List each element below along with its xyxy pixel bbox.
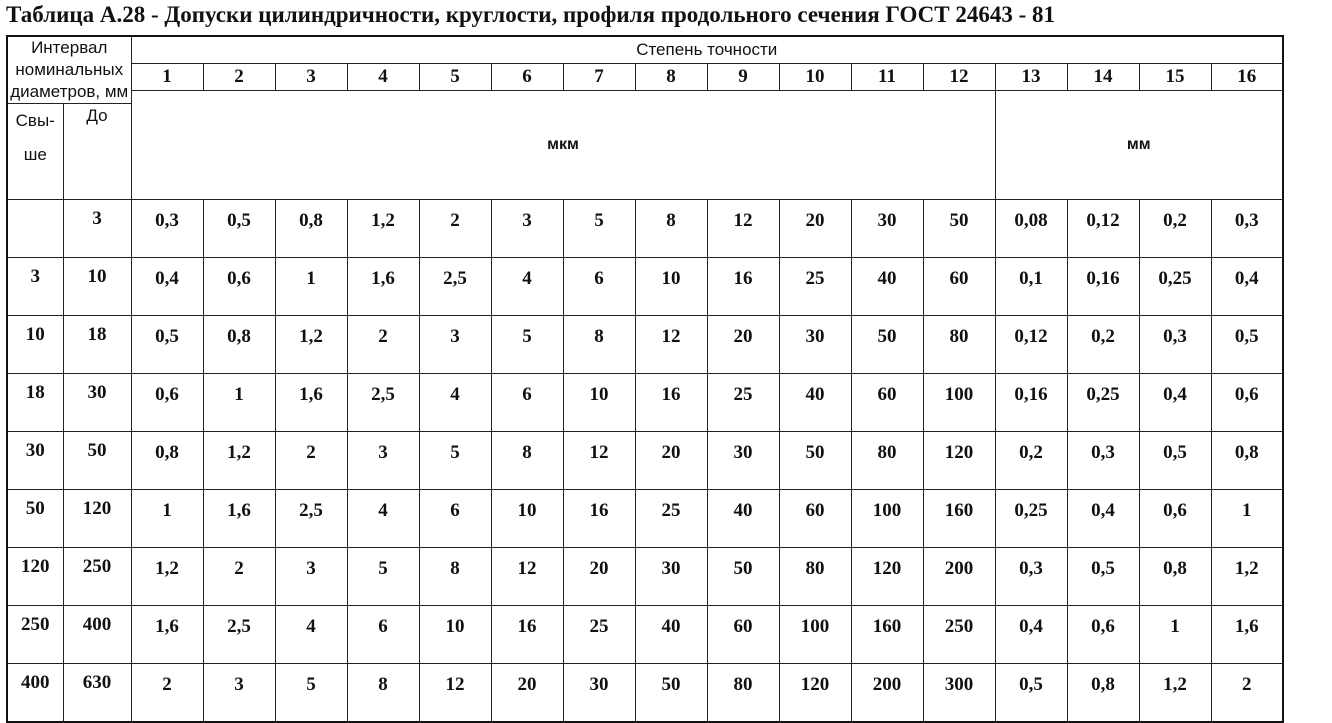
upto-cell: 3 — [63, 200, 131, 258]
over-cell: 120 — [7, 548, 63, 606]
unit-micrometers: мкм — [131, 91, 995, 200]
upto-cell: 120 — [63, 490, 131, 548]
upto-cell: 30 — [63, 374, 131, 432]
interval-header: Интервал номинальных диаметров, мм — [7, 36, 131, 104]
over-cell: 3 — [7, 258, 63, 316]
tolerance-cell: 0,12 — [1067, 200, 1139, 258]
tolerance-cell: 0,1 — [995, 258, 1067, 316]
tolerance-cell: 12 — [707, 200, 779, 258]
table-row — [7, 316, 1283, 374]
tolerance-cell: 1,2 — [131, 548, 203, 606]
tolerance-cell: 0,12 — [995, 316, 1067, 374]
tolerance-cell: 0,4 — [1139, 374, 1211, 432]
tolerance-cell: 20 — [635, 432, 707, 490]
tolerance-cell: 1,6 — [131, 606, 203, 664]
tolerance-cell: 20 — [779, 200, 851, 258]
tolerance-cell: 0,5 — [203, 200, 275, 258]
tolerance-cell: 0,4 — [995, 606, 1067, 664]
tolerance-cell: 0,25 — [1067, 374, 1139, 432]
tolerance-cell: 2,5 — [275, 490, 347, 548]
tolerance-cell: 80 — [851, 432, 923, 490]
tolerance-cell: 5 — [563, 200, 635, 258]
tolerance-cell: 0,8 — [1067, 664, 1139, 723]
tolerance-cell: 1,6 — [347, 258, 419, 316]
unit-millimeters: мм — [995, 91, 1283, 200]
tolerance-cell: 200 — [923, 548, 995, 606]
tolerance-cell: 60 — [779, 490, 851, 548]
degree-2: 2 — [203, 64, 275, 91]
degree-12: 12 — [923, 64, 995, 91]
tolerance-cell: 0,6 — [1211, 374, 1283, 432]
tolerance-cell: 120 — [923, 432, 995, 490]
tolerance-cell: 20 — [707, 316, 779, 374]
tolerance-cell: 30 — [563, 664, 635, 723]
tolerance-cell: 2 — [347, 316, 419, 374]
tolerance-cell: 25 — [707, 374, 779, 432]
tolerance-cell: 8 — [563, 316, 635, 374]
tolerance-cell: 3 — [275, 548, 347, 606]
tolerance-cell: 30 — [779, 316, 851, 374]
tolerance-cell: 5 — [419, 432, 491, 490]
tolerance-cell: 100 — [923, 374, 995, 432]
tolerance-cell: 1 — [275, 258, 347, 316]
tolerance-cell: 4 — [419, 374, 491, 432]
tolerance-cell: 2 — [1211, 664, 1283, 723]
upto-header: До — [63, 104, 131, 200]
tolerance-cell: 40 — [635, 606, 707, 664]
tolerance-cell: 300 — [923, 664, 995, 723]
table-row — [7, 200, 1283, 258]
tolerance-cell: 250 — [923, 606, 995, 664]
degree-10: 10 — [779, 64, 851, 91]
tolerance-cell: 8 — [347, 664, 419, 723]
degree-6: 6 — [491, 64, 563, 91]
tolerance-cell: 80 — [923, 316, 995, 374]
tolerance-cell: 5 — [347, 548, 419, 606]
table-row — [7, 548, 1283, 606]
tolerance-cell: 0,3 — [1211, 200, 1283, 258]
tolerance-cell: 12 — [419, 664, 491, 723]
tolerance-cell: 0,3 — [1139, 316, 1211, 374]
tolerance-cell: 100 — [851, 490, 923, 548]
table-row — [7, 606, 1283, 664]
tolerance-cell: 200 — [851, 664, 923, 723]
tolerance-cell: 0,16 — [1067, 258, 1139, 316]
tolerance-cell: 0,6 — [1067, 606, 1139, 664]
over-cell: 50 — [7, 490, 63, 548]
tolerance-cell: 0,4 — [1211, 258, 1283, 316]
tolerance-cell: 50 — [923, 200, 995, 258]
tolerance-cell: 0,8 — [1211, 432, 1283, 490]
tolerance-cell: 6 — [419, 490, 491, 548]
tolerance-cell: 120 — [779, 664, 851, 723]
tolerance-cell: 5 — [275, 664, 347, 723]
tolerance-cell: 50 — [635, 664, 707, 723]
upto-cell: 250 — [63, 548, 131, 606]
upto-cell: 18 — [63, 316, 131, 374]
tolerance-cell: 25 — [779, 258, 851, 316]
tolerance-cell: 120 — [851, 548, 923, 606]
tolerance-cell: 1,2 — [203, 432, 275, 490]
tolerance-cell: 4 — [275, 606, 347, 664]
tolerance-cell: 16 — [635, 374, 707, 432]
tolerance-cell: 0,4 — [1067, 490, 1139, 548]
table-row — [7, 490, 1283, 548]
tolerance-cell: 0,5 — [1211, 316, 1283, 374]
degree-7: 7 — [563, 64, 635, 91]
degree-15: 15 — [1139, 64, 1211, 91]
tolerance-cell: 160 — [923, 490, 995, 548]
tolerance-cell: 0,2 — [995, 432, 1067, 490]
tolerance-cell: 60 — [707, 606, 779, 664]
tolerance-cell: 0,5 — [131, 316, 203, 374]
over-header: Свы- ше — [7, 104, 63, 200]
degree-16: 16 — [1211, 64, 1283, 91]
tolerance-cell: 8 — [491, 432, 563, 490]
tolerance-cell: 0,8 — [131, 432, 203, 490]
tolerance-cell: 1 — [131, 490, 203, 548]
tolerance-cell: 2,5 — [347, 374, 419, 432]
degree-3: 3 — [275, 64, 347, 91]
tolerance-cell: 0,5 — [1139, 432, 1211, 490]
tolerance-cell: 10 — [563, 374, 635, 432]
table-row — [7, 258, 1283, 316]
tolerance-cell: 2 — [419, 200, 491, 258]
tolerance-cell: 2 — [131, 664, 203, 723]
tolerance-cell: 80 — [779, 548, 851, 606]
over-cell: 250 — [7, 606, 63, 664]
tolerance-cell: 0,3 — [1067, 432, 1139, 490]
tolerance-cell: 16 — [563, 490, 635, 548]
over-cell: 400 — [7, 664, 63, 723]
degree-1: 1 — [131, 64, 203, 91]
tolerance-cell: 16 — [707, 258, 779, 316]
degree-11: 11 — [851, 64, 923, 91]
tolerance-cell: 1,2 — [347, 200, 419, 258]
tolerance-cell: 20 — [563, 548, 635, 606]
over-cell: 30 — [7, 432, 63, 490]
tolerance-cell: 0,16 — [995, 374, 1067, 432]
upto-cell: 400 — [63, 606, 131, 664]
tolerance-cell: 60 — [923, 258, 995, 316]
tolerance-cell: 30 — [635, 548, 707, 606]
tolerance-cell: 5 — [491, 316, 563, 374]
tolerance-cell: 4 — [347, 490, 419, 548]
degree-5: 5 — [419, 64, 491, 91]
tolerance-cell: 6 — [491, 374, 563, 432]
tolerance-cell: 25 — [635, 490, 707, 548]
tolerance-cell: 4 — [491, 258, 563, 316]
tolerance-cell: 80 — [707, 664, 779, 723]
tolerance-cell: 1,2 — [1139, 664, 1211, 723]
tolerance-cell: 1 — [203, 374, 275, 432]
tolerance-cell: 1,6 — [1211, 606, 1283, 664]
tolerance-cell: 1,2 — [1211, 548, 1283, 606]
upto-cell: 630 — [63, 664, 131, 723]
tolerance-cell: 100 — [779, 606, 851, 664]
tolerance-cell: 160 — [851, 606, 923, 664]
tolerance-cell: 12 — [635, 316, 707, 374]
tolerance-cell: 16 — [491, 606, 563, 664]
over-cell: 18 — [7, 374, 63, 432]
tolerance-cell: 0,2 — [1067, 316, 1139, 374]
tolerance-cell: 0,3 — [131, 200, 203, 258]
upto-cell: 10 — [63, 258, 131, 316]
tolerance-cell: 1,2 — [275, 316, 347, 374]
tolerance-cell: 60 — [851, 374, 923, 432]
tolerance-cell: 50 — [851, 316, 923, 374]
tolerance-cell: 12 — [563, 432, 635, 490]
tolerance-cell: 8 — [419, 548, 491, 606]
tolerance-cell: 40 — [779, 374, 851, 432]
tolerance-cell: 10 — [635, 258, 707, 316]
tolerance-cell: 1,6 — [203, 490, 275, 548]
tolerance-cell: 20 — [491, 664, 563, 723]
tolerance-cell: 0,6 — [203, 258, 275, 316]
upto-cell: 50 — [63, 432, 131, 490]
tolerance-cell: 8 — [635, 200, 707, 258]
over-cell: 10 — [7, 316, 63, 374]
tolerance-cell: 30 — [707, 432, 779, 490]
table-row — [7, 664, 1283, 723]
tolerance-cell: 50 — [779, 432, 851, 490]
tolerance-cell: 3 — [203, 664, 275, 723]
tolerance-cell: 0,5 — [1067, 548, 1139, 606]
tolerance-cell: 40 — [707, 490, 779, 548]
tolerance-cell: 2,5 — [419, 258, 491, 316]
tolerance-cell: 1 — [1211, 490, 1283, 548]
degree-4: 4 — [347, 64, 419, 91]
tolerance-cell: 0,08 — [995, 200, 1067, 258]
tolerance-cell: 0,8 — [203, 316, 275, 374]
tolerance-cell: 1 — [1139, 606, 1211, 664]
over-cell — [7, 200, 63, 258]
degree-8: 8 — [635, 64, 707, 91]
tolerance-cell: 6 — [563, 258, 635, 316]
tolerance-cell: 0,4 — [131, 258, 203, 316]
tolerance-cell: 2 — [203, 548, 275, 606]
tolerance-cell: 50 — [707, 548, 779, 606]
degree-13: 13 — [995, 64, 1067, 91]
degree-14: 14 — [1067, 64, 1139, 91]
tolerance-cell: 0,6 — [131, 374, 203, 432]
tolerance-cell: 10 — [419, 606, 491, 664]
tolerance-cell: 0,8 — [1139, 548, 1211, 606]
tolerance-cell: 6 — [347, 606, 419, 664]
tolerance-cell: 0,6 — [1139, 490, 1211, 548]
tolerance-cell: 0,5 — [995, 664, 1067, 723]
tolerance-cell: 40 — [851, 258, 923, 316]
degree-9: 9 — [707, 64, 779, 91]
tolerance-cell: 2,5 — [203, 606, 275, 664]
table-row — [7, 374, 1283, 432]
tolerance-cell: 0,2 — [1139, 200, 1211, 258]
tolerance-cell: 25 — [563, 606, 635, 664]
tolerance-table — [6, 35, 1284, 723]
degree-header: Степень точности — [131, 36, 1283, 64]
tolerance-cell: 1,6 — [275, 374, 347, 432]
tolerance-cell: 0,25 — [1139, 258, 1211, 316]
tolerance-cell: 0,3 — [995, 548, 1067, 606]
tolerance-cell: 0,25 — [995, 490, 1067, 548]
tolerance-cell: 12 — [491, 548, 563, 606]
tolerance-cell: 3 — [419, 316, 491, 374]
tolerance-cell: 0,8 — [275, 200, 347, 258]
table-title: Таблица А.28 - Допуски цилиндричности, круглости, профиля продольного сечения ГОСТ 24643 - 81 — [6, 2, 1056, 27]
tolerance-cell: 3 — [491, 200, 563, 258]
tolerance-cell: 3 — [347, 432, 419, 490]
tolerance-cell: 10 — [491, 490, 563, 548]
tolerance-cell: 2 — [275, 432, 347, 490]
tolerance-cell: 30 — [851, 200, 923, 258]
table-row — [7, 432, 1283, 490]
